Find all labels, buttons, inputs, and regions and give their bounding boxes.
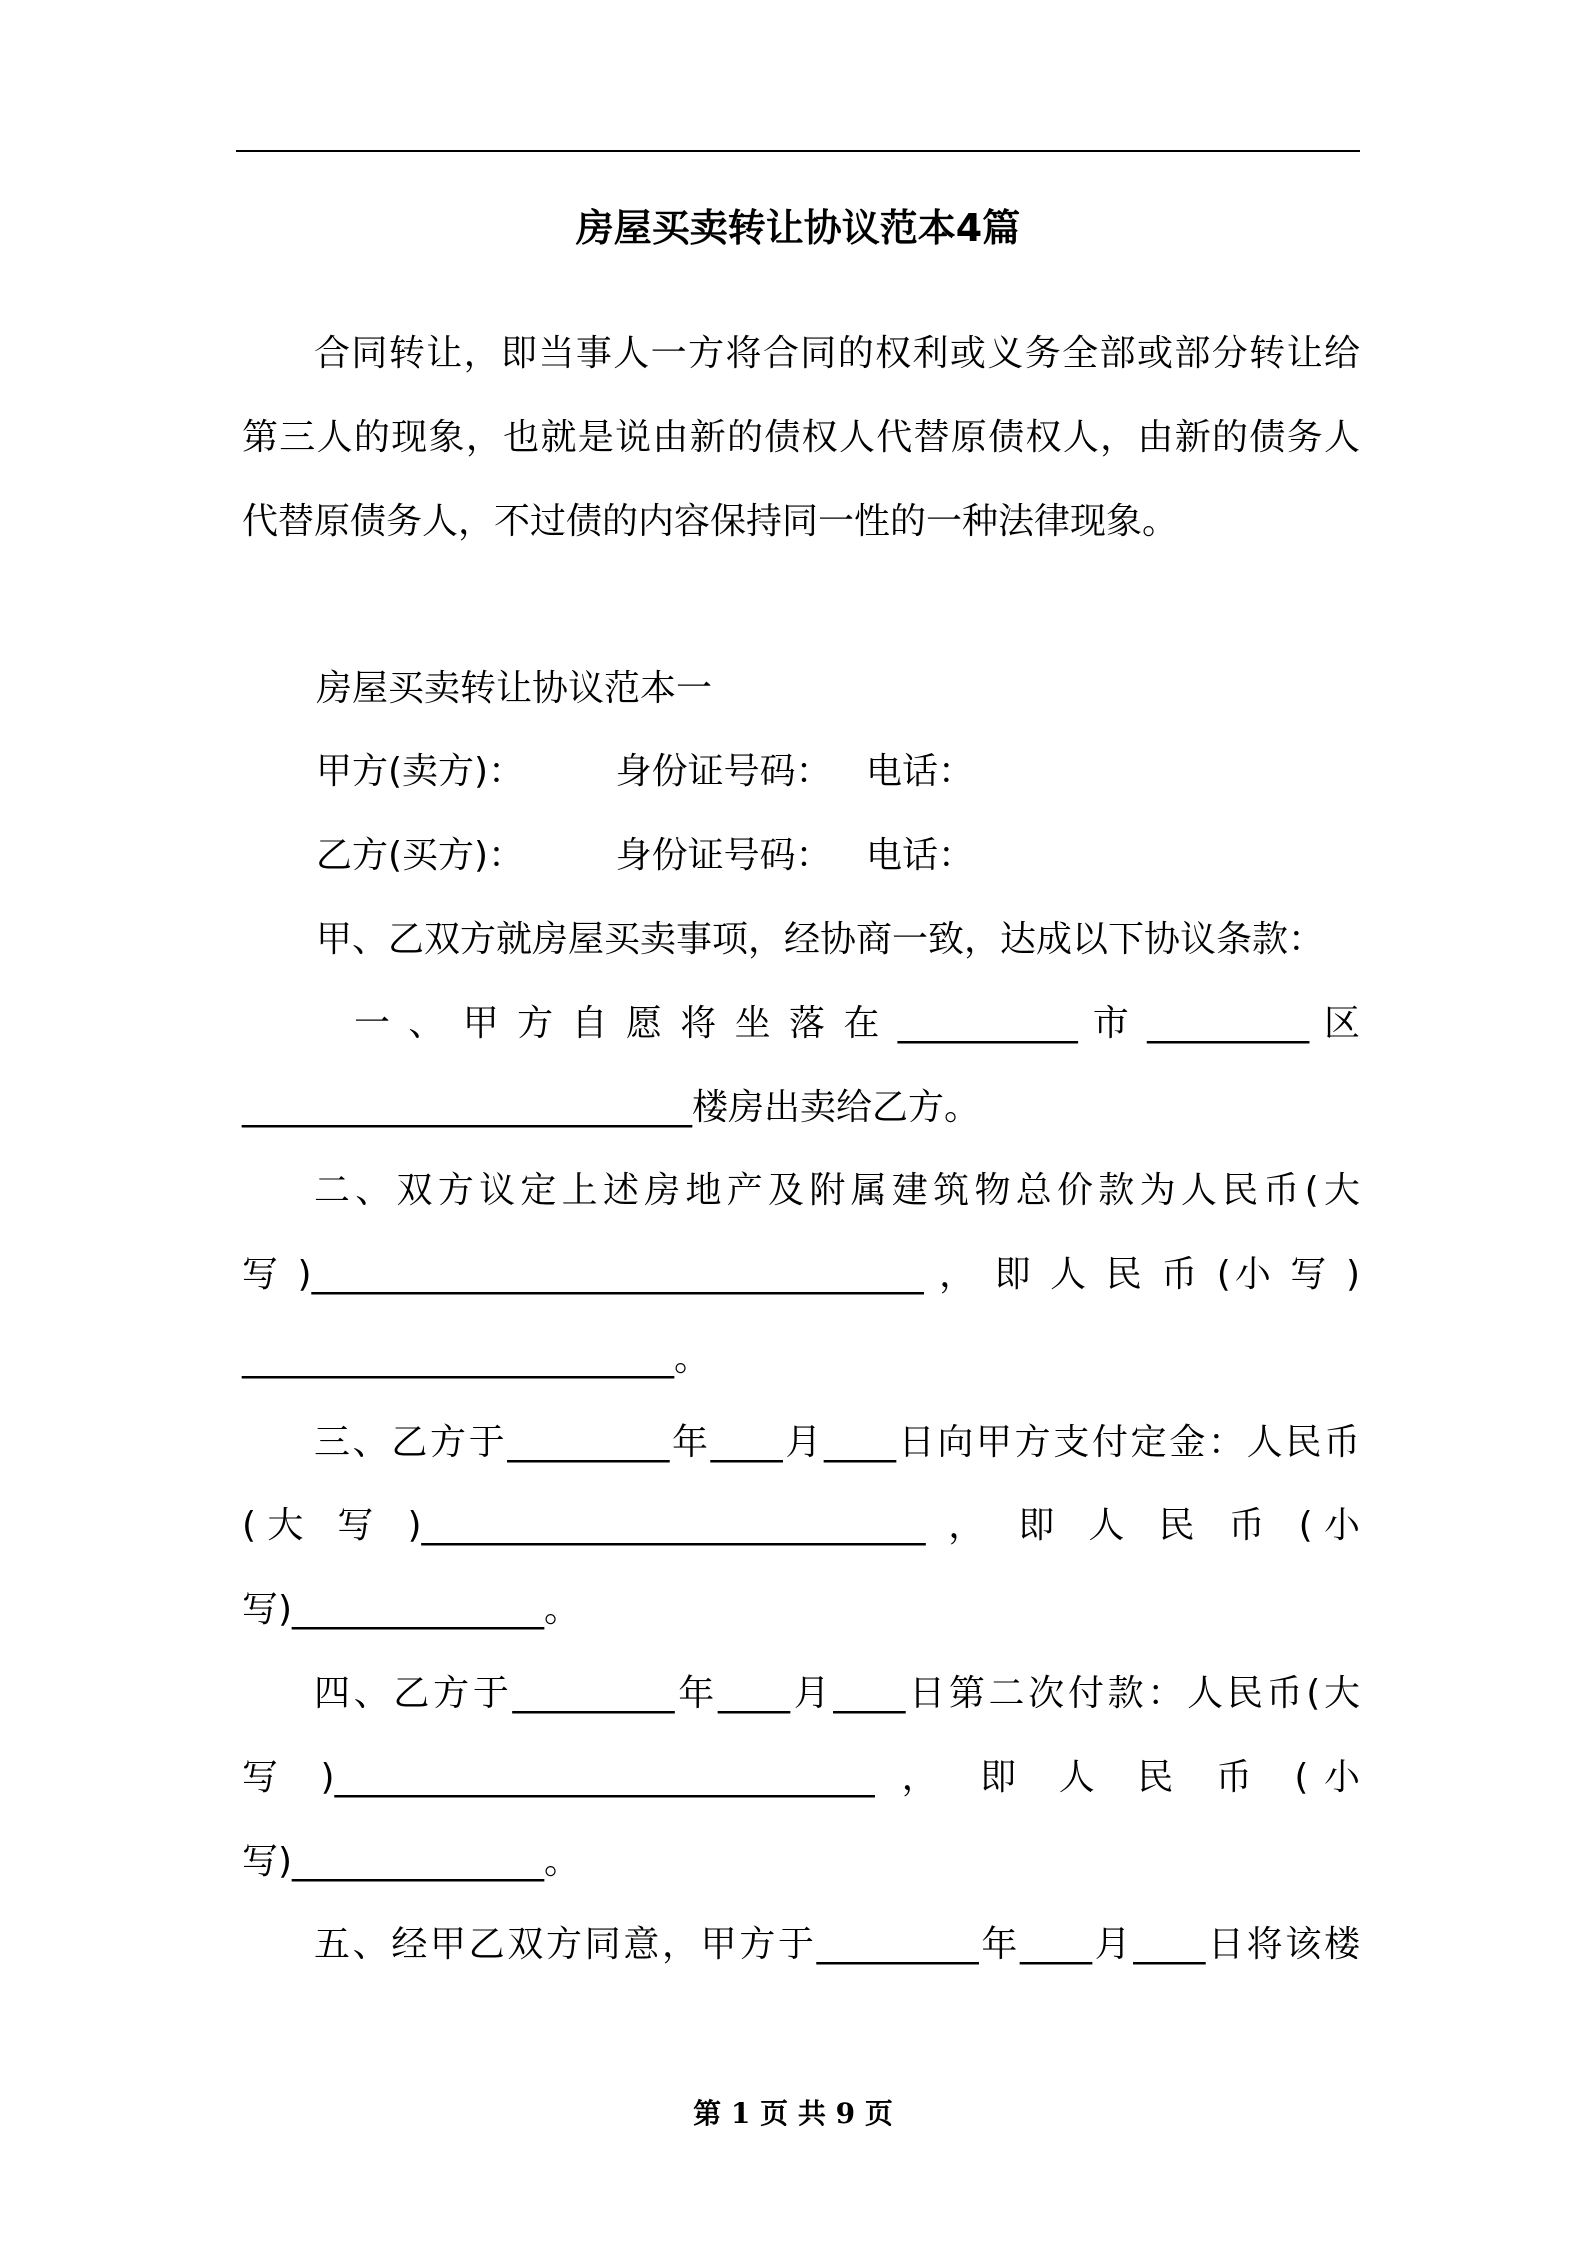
party-a-line: 甲方(卖方)： 身份证号码： 电话： — [316, 751, 974, 792]
clause-4-line-2: 写 )______________________________ ， 即 人 民 币 (小 — [242, 1757, 1360, 1798]
intro-line-1: 合同转让，即当事人一方将合同的权利或义务全部或部分转让给 — [314, 333, 1360, 374]
header-rule — [236, 150, 1360, 152]
agreement-intro: 甲、乙双方就房屋买卖事项，经协商一致，达成以下协议条款： — [316, 919, 1325, 960]
page-indicator: 第 1 页 共 9 页 — [693, 2097, 893, 2130]
intro-line-3: 代替原债务人，不过债的内容保持同一性的一种法律现象。 — [242, 501, 1179, 542]
party-b-line: 乙方(买方)： 身份证号码： 电话： — [316, 835, 974, 876]
clause-4-line-1: 四、乙方于_________年____月____日第二次付款：人民币(大 — [314, 1673, 1360, 1714]
section-heading: 房屋买卖转让协议范本一 — [316, 668, 713, 709]
clause-1-line-1: 一 、 甲 方 自 愿 将 坐 落 在 __________ 市 _________ 区 — [354, 1003, 1360, 1044]
clause-5-line-1: 五、经甲乙双方同意，甲方于_________年____月____日将该楼 — [314, 1924, 1360, 1965]
document-title: 房屋买卖转让协议范本4篇 — [575, 206, 1021, 250]
clause-2-line-3: ________________________。 — [242, 1338, 710, 1379]
clause-1-line-2: _________________________楼房出卖给乙方。 — [242, 1087, 981, 1128]
clause-2-line-2: 写 )__________________________________ ， 即 人 民 币 (小 写 ) — [242, 1254, 1360, 1295]
clause-4-line-3: 写)______________。 — [242, 1841, 581, 1882]
clause-3-line-1: 三、乙方于_________年____月____日向甲方支付定金：人民币 — [314, 1422, 1360, 1463]
clause-2-line-1: 二、双方议定上述房地产及附属建筑物总价款为人民币(大 — [314, 1170, 1360, 1211]
clause-3-line-2: (大 写 )____________________________ ， 即 人 民 币 (小 — [242, 1505, 1360, 1546]
intro-line-2: 第三人的现象，也就是说由新的债权人代替原债权人，由新的债务人 — [242, 417, 1360, 458]
clause-3-line-3: 写)______________。 — [242, 1589, 581, 1630]
